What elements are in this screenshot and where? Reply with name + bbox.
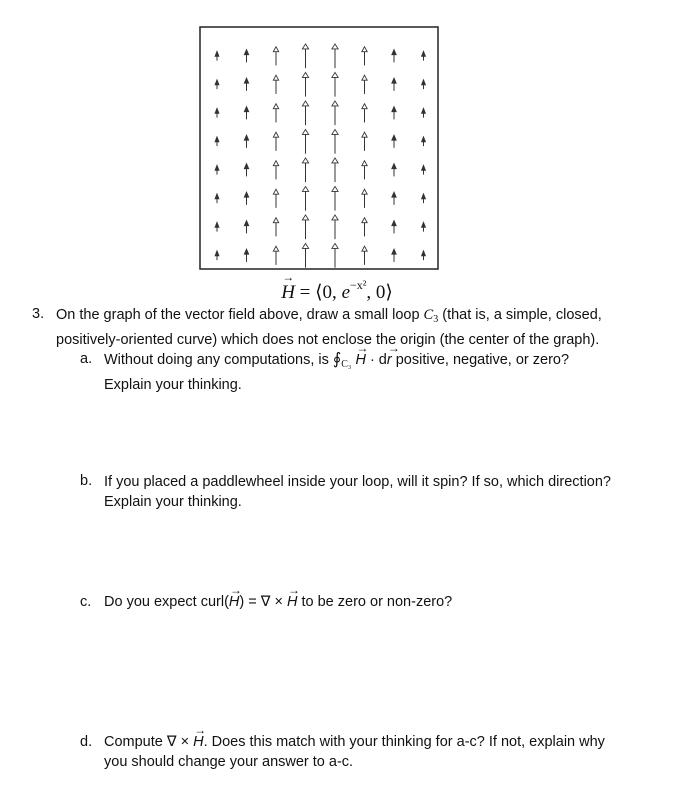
formula-H: → H [281, 282, 295, 304]
q3-line2: positively-oriented curve) which does not enclose the origin (the center of the graph). [56, 332, 600, 348]
d-H: → H [193, 732, 203, 752]
part-c-text [104, 592, 452, 612]
field-arrow [302, 44, 308, 68]
field-arrow [215, 194, 219, 203]
field-arrow [273, 218, 278, 237]
field-arrow [273, 75, 278, 94]
field-arrow [244, 78, 248, 91]
part-d-text [104, 732, 605, 772]
vector-field-formula [0, 278, 674, 304]
part-b-label: b. [80, 473, 93, 489]
field-arrow [302, 101, 308, 125]
field-arrow [362, 189, 367, 208]
part-b-text [104, 472, 611, 512]
field-arrow [392, 249, 396, 262]
c-post: to be zero or non-zero? [297, 594, 453, 610]
field-arrow [422, 222, 426, 231]
field-arrow [215, 80, 219, 89]
field-arrow [273, 189, 278, 208]
field-arrow [392, 135, 396, 148]
q3-C-sub: 3 [433, 314, 439, 325]
field-arrow [302, 129, 308, 153]
a-H: → H [355, 350, 365, 370]
formula-exponent: −x² [350, 278, 367, 292]
field-arrow [362, 161, 367, 180]
field-arrow [422, 165, 426, 174]
field-arrow [392, 78, 396, 91]
field-arrow [215, 165, 219, 174]
formula-e: e [341, 282, 350, 303]
a-integral: ∮ [332, 351, 342, 368]
field-arrow [244, 50, 248, 63]
field-arrow [422, 51, 426, 60]
field-arrow [332, 186, 338, 210]
field-arrow [362, 246, 367, 265]
part-c-label: c. [80, 594, 92, 610]
field-arrow [302, 186, 308, 210]
field-arrow [362, 218, 367, 237]
a-post: positive, negative, or zero? [391, 352, 570, 368]
field-arrow [422, 80, 426, 89]
a-dot: · d [365, 352, 387, 368]
field-arrow [362, 75, 367, 94]
field-arrow [332, 44, 338, 68]
field-arrow [362, 104, 367, 123]
q3-C: C [423, 307, 434, 323]
field-arrow [273, 104, 278, 123]
part-a-text [104, 350, 569, 395]
field-arrow [302, 72, 308, 96]
field-arrow [422, 194, 426, 203]
field-arrow [332, 158, 338, 182]
field-arrow [273, 47, 278, 66]
field-arrow [273, 246, 278, 265]
field-arrow [215, 51, 219, 60]
question-3-text [56, 305, 602, 350]
field-arrow [392, 192, 396, 205]
a-r: → r [387, 350, 392, 370]
q3-text-b: (that is, a simple, closed, [438, 307, 602, 323]
field-arrow [244, 249, 248, 262]
formula-eq: = ⟨0, [294, 282, 342, 303]
field-arrow [422, 137, 426, 146]
field-arrow [332, 215, 338, 239]
field-arrow [215, 222, 219, 231]
field-arrow [215, 137, 219, 146]
vector-field-plot [199, 26, 439, 270]
field-arrow [392, 50, 396, 63]
field-arrow [332, 72, 338, 96]
field-arrow [302, 158, 308, 182]
part-a-label: a. [80, 351, 93, 367]
plot-frame [200, 27, 438, 269]
a-pre: Without doing any computations, is [104, 352, 333, 368]
d-pre: Compute ∇ × [104, 734, 194, 750]
d-post: . Does this match with your thinking for a-c? If not, explain why [203, 734, 605, 750]
a-line2: Explain your thinking. [104, 377, 242, 393]
field-arrow [422, 108, 426, 117]
c-pre: Do you expect curl( [104, 594, 229, 610]
field-arrow [244, 192, 248, 205]
field-arrow [392, 107, 396, 120]
d-line2: you should change your answer to a-c. [104, 754, 354, 770]
formula-tail: , 0⟩ [366, 282, 393, 303]
field-arrow [392, 164, 396, 177]
c-H: → H [229, 592, 239, 612]
question-number: 3. [32, 306, 45, 322]
field-arrow [422, 251, 426, 260]
field-arrow [332, 101, 338, 125]
c-H2: → H [287, 592, 297, 612]
field-arrow [302, 215, 308, 239]
field-arrow [362, 132, 367, 151]
field-arrow [244, 164, 248, 177]
part-d-label: d. [80, 734, 93, 750]
b-line2: Explain your thinking. [104, 494, 242, 510]
field-arrow [244, 107, 248, 120]
field-arrow [273, 161, 278, 180]
field-arrow [215, 251, 219, 260]
field-arrow [332, 243, 338, 267]
field-arrow [244, 221, 248, 234]
b-line1: If you placed a paddlewheel inside your loop, will it spin? If so, which direction? [104, 474, 611, 490]
c-mid: ) = ∇ × [239, 594, 287, 610]
field-arrow [302, 243, 308, 267]
field-arrow [273, 132, 278, 151]
field-arrow [392, 221, 396, 234]
q3-text-a: On the graph of the vector field above, draw a small loop [56, 307, 424, 323]
field-arrow [215, 108, 219, 117]
field-arrow [332, 129, 338, 153]
field-arrow [362, 47, 367, 66]
a-integral-sub: C₃ [341, 359, 352, 370]
field-arrow [244, 135, 248, 148]
